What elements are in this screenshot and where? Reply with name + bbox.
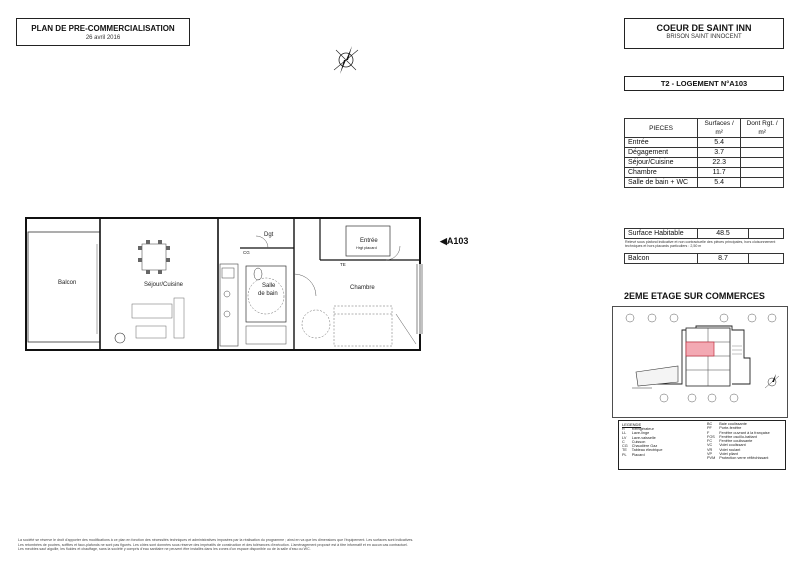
project-location: BRISON SAINT INNOCENT	[666, 34, 742, 40]
legend-code: VR	[707, 447, 713, 452]
table-row	[625, 168, 784, 178]
legend-right	[705, 422, 772, 461]
legend-code: PL	[622, 452, 627, 457]
room-surface: 5.4	[698, 138, 741, 148]
marker-arrow-icon: ◀	[440, 236, 447, 246]
legend-desc: Placard	[631, 452, 645, 457]
legend-code: C	[622, 439, 625, 444]
col-header-rgt: Dont Rgt. / m²	[741, 119, 784, 138]
plan-label-te: TE	[340, 262, 346, 267]
plan-label-sdb-1: Salle	[262, 283, 276, 289]
plan-label-dgt: Dgt	[264, 232, 274, 238]
table-row	[625, 138, 784, 148]
col-header-pieces: PIECES	[625, 119, 698, 138]
legend-code: R	[622, 427, 625, 431]
key-plan	[612, 306, 788, 418]
header-title: PLAN DE PRE-COMMERCIALISATION	[31, 24, 175, 33]
surface-value: 48.5	[698, 229, 749, 239]
footer-disclaimer	[18, 538, 548, 552]
surface-table	[624, 228, 784, 239]
legend-desc: Volet coulissant	[719, 443, 746, 448]
legend-desc: Porte-fenêtre	[719, 426, 742, 431]
plan-label-entree-sub: Hrgt placard	[356, 246, 377, 250]
balcon-table	[624, 253, 784, 264]
surface-note: Relevé sous plafond indicative et non contractuelle des pièces principales, hors cloisonnement techniques et hors placards particuliers : 2,50 m	[625, 240, 776, 249]
balcon-label: Balcon	[625, 254, 698, 264]
room-surface: 22.3	[698, 158, 741, 168]
floor-plan	[24, 214, 430, 354]
room-surface: 5.4	[698, 178, 741, 188]
highlighted-apartment	[686, 342, 714, 356]
room-name: Dégagement	[625, 148, 698, 158]
col-header-surfaces: Surfaces / m²	[698, 119, 741, 138]
lot-marker	[440, 236, 468, 247]
room-surface: 11.7	[698, 168, 741, 178]
legend-desc: Fenêtre ouvrant à la française	[719, 430, 770, 435]
plan-label-balcon: Balcon	[58, 280, 77, 286]
surface-label: Surface Habitable	[625, 229, 698, 239]
legend-code: CG	[622, 444, 628, 449]
legend-desc: Lave-linge	[631, 431, 650, 436]
footer-line-2: Les retombées de poutres, soffites et faux-plafonds ne sont pas figurés. Les côtes sont données sous réserve des impératifs de construction et des tolérances d'exécution. L'aménagement proposé est à titre informatif et en aucun cas contractuel.	[18, 542, 408, 547]
legend-desc: Volet roulant	[719, 447, 741, 452]
lot-marker-label: A103	[446, 236, 469, 246]
legend-code: F	[707, 430, 710, 435]
balcon-value: 8.7	[698, 254, 749, 264]
legend-code: TE	[622, 448, 627, 453]
plan-label-chambre: Chambre	[350, 285, 375, 291]
legend-desc: Réfrigérateur	[631, 427, 654, 431]
footer-line-1: La société se réserve le droit d'apporter des modifications à ce plan en fonction des nécessités techniques et administratives imposées par la réalisation du programme ; ainsi en va que les dimensions que l'équipement. Les surfaces sont indicatives.	[18, 538, 414, 542]
project-name: COEUR DE SAINT INN	[656, 23, 752, 33]
plan-label-entree: Entrée	[360, 238, 378, 244]
room-name: Chambre	[625, 168, 698, 178]
plan-label-sejour: Séjour/Cuisine	[144, 282, 184, 288]
room-name: Salle de bain + WC	[625, 178, 698, 188]
legend-code: FOS	[707, 434, 715, 439]
table-row	[625, 178, 784, 188]
compass-icon	[318, 36, 374, 84]
legend-title: LEGENDE	[622, 422, 642, 427]
legend-left	[620, 427, 665, 457]
rooms-table	[624, 118, 784, 188]
legend-code: VC	[707, 443, 713, 448]
legend-code: VP	[707, 452, 713, 457]
legend-desc: Protection verre réfléchissant	[719, 456, 769, 461]
legend-desc: Tableau électrique	[631, 448, 663, 453]
table-row	[625, 148, 784, 158]
room-surface: 3.7	[698, 148, 741, 158]
legend-desc: Volet pliant	[719, 452, 738, 457]
project-box	[624, 18, 784, 49]
legend-desc: Fenêtre oscillo-battant	[719, 434, 757, 439]
legend-desc: Baie coulissante	[719, 422, 747, 426]
table-row	[625, 158, 784, 168]
legend-code: LL	[622, 431, 627, 436]
legend-code: FC	[707, 439, 713, 444]
header-box	[16, 18, 190, 46]
room-name: Séjour/Cuisine	[625, 158, 698, 168]
legend-desc: Lave-vaisselle	[631, 435, 656, 440]
legend-code: LV	[622, 435, 627, 440]
legend-code: PVM	[707, 456, 716, 461]
lot-title-box	[624, 76, 784, 91]
room-name: Entrée	[625, 138, 698, 148]
legend-desc: Fenêtre coulissante	[719, 439, 753, 444]
legend-desc: Cuisson	[631, 439, 646, 444]
footer-line-3: Les meubles sauf aiguille, les fluides et chauffage, sans la société y compris d'eau sanitaire ne peuvent être installés dans les zones d'un espace disponible ou de la salle d'eau ou WC.	[18, 547, 311, 552]
lot-title: T2 - LOGEMENT N°A103	[660, 79, 748, 88]
header-date: 26 avril 2016	[85, 35, 121, 41]
legend-desc: Chaudière Gaz	[631, 444, 658, 449]
plan-label-sdb-2: de bain	[258, 291, 278, 297]
plan-label-cg: CG	[243, 250, 250, 255]
floor-title: 2EME ETAGE SUR COMMERCES	[624, 291, 765, 301]
legend-box	[618, 420, 786, 470]
legend-code: PF	[707, 426, 712, 431]
legend-code: BC	[707, 422, 713, 426]
